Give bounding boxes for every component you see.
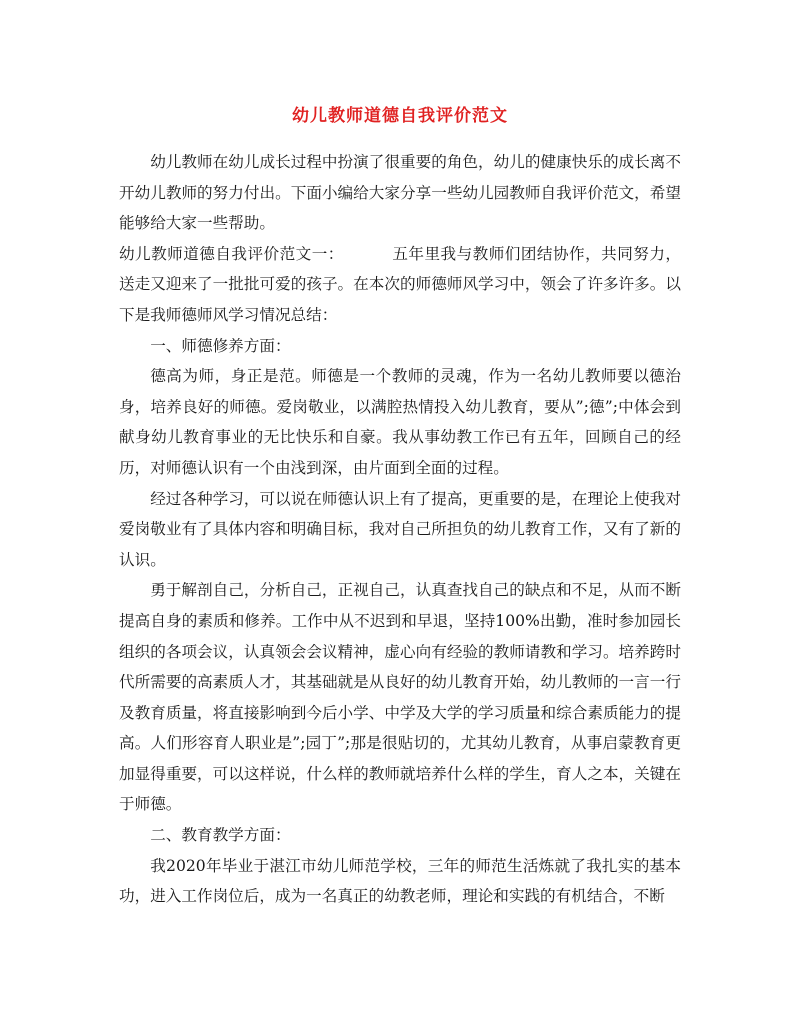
document-body <box>119 147 681 912</box>
section-heading-teaching: 二、教育教学方面： <box>150 826 291 845</box>
paragraph-ethics-1: 德高为师，身正是范。师德是一个教师的灵魂，作为一名幼儿教师要以德治身，培养良好的师德。爱岗敬业，以满腔热情投入幼儿教育，要从”;德”;中体会到献身幼儿教育事业的无比快乐和自豪。我从事幼教工作已有五年，回顾自己的经历，对师德认识有一个由浅到深，由片面到全面的过程。 <box>119 367 681 477</box>
paragraph-ethics-2: 经过各种学习，可以说在师德认识上有了提高，更重要的是，在理论上使我对爱岗敬业有了具体内容和明确目标，我对自己所担负的幼儿教育工作，又有了新的认识。 <box>119 489 681 569</box>
sample-one-text: 五年里我与教师们团结协作，共同努力，送走又迎来了一批批可爱的孩子。在本次的师德师风学习中，领会了许多许多。以下是我师德师风学习情况总结： <box>119 244 681 324</box>
paragraph-ethics-3: 勇于解剖自己，分析自己，正视自己，认真查找自己的缺点和不足，从而不断提高自身的素质和修养。工作中从不迟到和早退，坚持100%出勤，准时参加园长组织的各项会议，认真领会会议精神，虚心向有经验的教师请教和学习。培养跨时代所需要的高素质人才，其基础就是从良好的幼儿教育开始，幼儿教师的一言一行及教育质量，将直接影响到今后小学、中学及大学的学习质量和综合素质能力的提高。人们形容育人职业是”;园丁”;那是很贴切的，尤其幼儿教育，从事启蒙教育更加显得重要，可以这样说，什么样的教师就培养什么样的学生，育人之本，关键在于师德。 <box>119 581 681 814</box>
paragraph-sample-one <box>119 239 681 331</box>
section-heading-ethics: 一、师德修养方面： <box>150 336 291 355</box>
paragraph-intro: 幼儿教师在幼儿成长过程中扮演了很重要的角色，幼儿的健康快乐的成长离不开幼儿教师的努力付出。下面小编给大家分享一些幼儿园教师自我评价范文，希望能够给大家一些帮助。 <box>119 153 681 233</box>
paragraph-teaching-1: 我2020年毕业于湛江市幼儿师范学校，三年的师范生活炼就了我扎实的基本功，进入工作岗位后，成为一名真正的幼教老师，理论和实践的有机结合，不断 <box>119 856 681 906</box>
document-title: 幼儿教师道德自我评价范文 <box>292 106 508 126</box>
sample-one-label: 幼儿教师道德自我评价范文一： <box>119 244 344 263</box>
